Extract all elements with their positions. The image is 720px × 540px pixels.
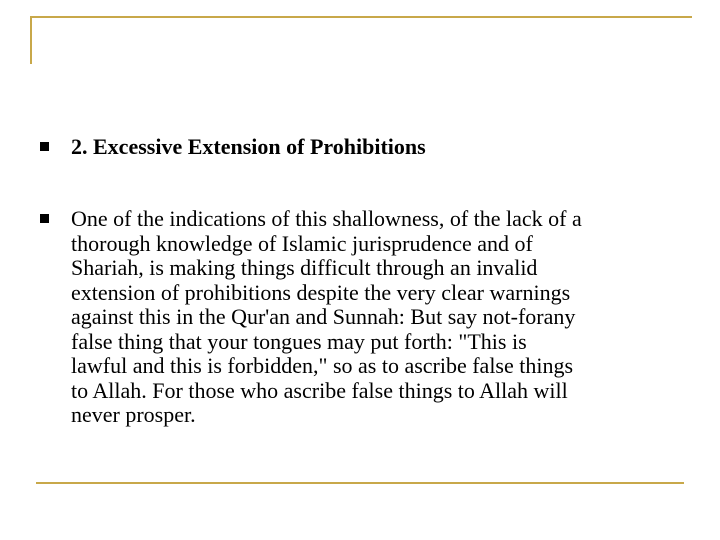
slide-frame-left-line — [30, 16, 32, 64]
square-bullet-icon — [40, 142, 49, 151]
body-paragraph: One of the indications of this shallowness, of the lack of a thorough knowledge of Islamic jurisprudence and of Shariah, is making things difficult through an invalid extension of prohibitions despite the very clear warnings against this in the Qur'an and Sunnah: But say not-forany false thing that your tongues may put forth: "This is lawful and this is forbidden," so as to ascribe false things to Allah. For those who ascribe false things to Allah will never prosper. — [71, 206, 582, 427]
square-bullet-icon — [40, 214, 49, 223]
slide-frame-bottom-line — [36, 482, 684, 484]
slide-heading: 2. Excessive Extension of Prohibitions — [71, 134, 426, 159]
slide-frame-top-line — [30, 16, 692, 18]
